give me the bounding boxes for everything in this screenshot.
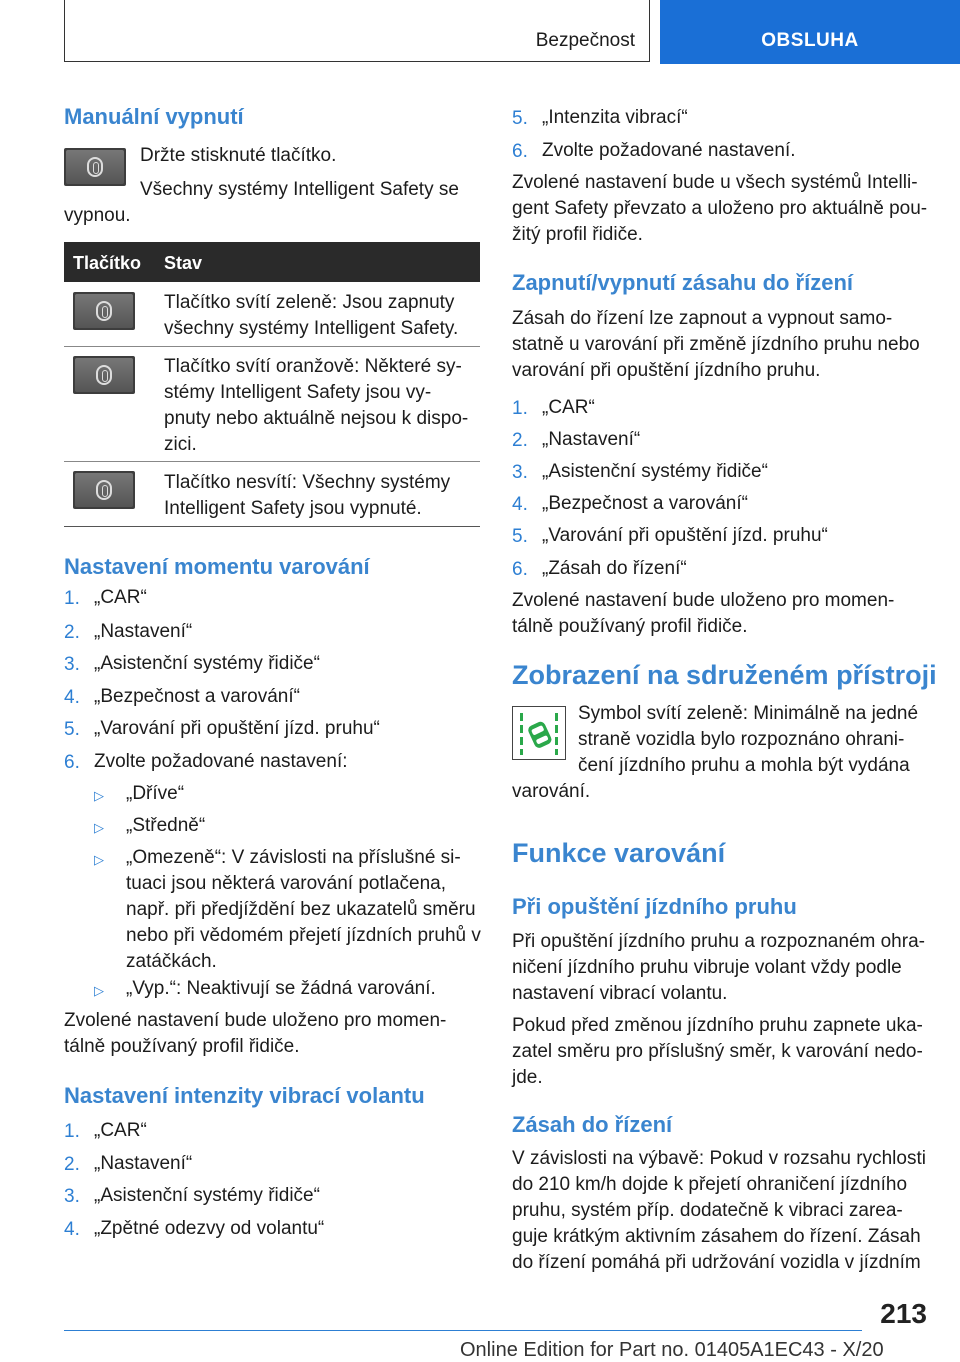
leave-text-5: zatel směru pro příslušný směr, k varování nedo-	[512, 1041, 923, 1062]
bullet-triangle-icon: ▷	[94, 852, 104, 867]
step-number: 2.	[64, 1154, 80, 1175]
heading-vibration-intensity: Nastavení intenzity vibrací volantu	[64, 1083, 425, 1108]
steer-after-2: tálně používaný profil řidiče.	[512, 616, 748, 637]
step-number: 1.	[512, 398, 528, 419]
bullet-triangle-icon: ▷	[94, 983, 104, 998]
interv-text-3: pruhu, systém příp. dodatečně k vibraci zarea-	[512, 1200, 903, 1221]
steer-step-1: „CAR“	[542, 397, 595, 418]
table-row-2-line-2: stémy Intelligent Safety jsou vy-	[164, 382, 432, 403]
table-row-2-line-3: pnuty nebo aktuálně nejsou k dispo-	[164, 408, 469, 429]
step-number: 2.	[64, 622, 80, 643]
moment-option-3-l4: nebo při vědomém přejetí jízdních pruhů v	[126, 925, 481, 946]
table-row-3-line-2: Intelligent Safety jsou vypnuté.	[164, 498, 422, 519]
section-title: Bezpečnost	[535, 30, 635, 51]
heading-steering-toggle: Zapnutí/vypnutí zásahu do řízení	[512, 270, 854, 295]
moment-step-2: „Nastavení“	[94, 621, 193, 642]
table-row-3-line-1: Tlačítko nesvítí: Všechny systémy	[164, 472, 451, 493]
step-number: 4.	[64, 1219, 80, 1240]
step-number: 5.	[512, 526, 528, 547]
cluster-text-3: čení jízdního pruhu a mohla být vydána	[578, 755, 910, 776]
step-number: 5.	[512, 108, 528, 129]
lane-departure-symbol-icon	[512, 706, 566, 760]
leave-text-6: jde.	[512, 1067, 543, 1088]
moment-step-5: „Varování při opuštění jízd. pruhu“	[94, 718, 380, 739]
cluster-text-1: Symbol svítí zeleně: Minimálně na jedné	[578, 703, 919, 724]
table-header	[64, 242, 480, 282]
button-off-icon	[73, 471, 135, 509]
intensity-step-5: „Intenzita vibrací“	[542, 107, 688, 128]
step-number: 6.	[512, 141, 528, 162]
bullet-triangle-icon: ▷	[94, 820, 104, 835]
intensity-after-3: žitý profil řidiče.	[512, 224, 643, 245]
steer-text-1: Zásah do řízení lze zapnout a vypnout samo-	[512, 308, 893, 329]
step-number: 3.	[512, 462, 528, 483]
moment-option-3-l5: zatáčkách.	[126, 951, 217, 972]
moment-option-3-l3: např. při předjíždění bez ukazatelů směru	[126, 899, 476, 920]
steer-step-2: „Nastavení“	[542, 429, 641, 450]
interv-text-5: do řízení pomáhá při udržování vozidla v jízdním	[512, 1252, 921, 1273]
moment-step-4: „Bezpečnost a varování“	[94, 686, 300, 707]
leave-text-3: nastavení vibrací volantu.	[512, 983, 728, 1004]
table-col-state: Stav	[164, 253, 203, 273]
step-number: 4.	[512, 494, 528, 515]
moment-step-6: Zvolte požadované nastavení:	[94, 751, 348, 772]
manual-text-2a: Všechny systémy Intelligent Safety se	[140, 179, 459, 200]
chapter-tab-label: OBSLUHA	[761, 30, 859, 51]
footer-edition: Online Edition for Part no. 01405A1EC43 - X/20	[460, 1339, 884, 1361]
chapter-tab[interactable]	[660, 0, 960, 64]
table-divider	[64, 461, 480, 462]
interv-text-4: guje krátkým aktivním zásahem do řízení. Zásah	[512, 1226, 921, 1247]
manual-text-2b: vypnou.	[64, 205, 131, 226]
table-row-1-line-1: Tlačítko svítí zeleně: Jsou zapnuty	[164, 292, 455, 313]
interv-text-2: do 210 km/h dojde k přejetí ohraničení jízdního	[512, 1174, 908, 1195]
step-number: 1.	[64, 588, 80, 609]
header-box	[64, 0, 650, 62]
leave-text-2: ničení jízdního pruhu vibruje volant vždy podle	[512, 957, 902, 978]
moment-after-2: tálně používaný profil řidiče.	[64, 1036, 300, 1057]
heading-leaving-lane: Při opuštění jízdního pruhu	[512, 894, 797, 919]
step-number: 3.	[64, 1186, 80, 1207]
steer-text-2: statně u varování při změně jízdního pruhu nebo	[512, 334, 920, 355]
table-row-2-line-4: zici.	[164, 434, 197, 455]
step-number: 6.	[64, 752, 80, 773]
step-number: 3.	[64, 654, 80, 675]
step-number: 1.	[64, 1121, 80, 1142]
cluster-text-2: straně vozidla bylo rozpoznáno ohrani-	[578, 729, 905, 750]
steer-step-3: „Asistenční systémy řidiče“	[542, 461, 768, 482]
table-row-1-line-2: všechny systémy Intelligent Safety.	[164, 318, 459, 339]
moment-option-4: „Vyp.“: Neaktivují se žádná varování.	[126, 978, 436, 999]
intensity-step-6: Zvolte požadované nastavení.	[542, 140, 796, 161]
intensity-after-2: gent Safety převzato a uloženo pro aktuálně pou-	[512, 198, 928, 219]
intensity-step-4: „Zpětné odezvy od volantu“	[94, 1218, 325, 1239]
steer-after-1: Zvolené nastavení bude uloženo pro momen-	[512, 590, 895, 611]
moment-step-1: „CAR“	[94, 587, 147, 608]
step-number: 2.	[512, 430, 528, 451]
intensity-step-1: „CAR“	[94, 1120, 147, 1141]
heading-warning-function: Funkce varování	[512, 838, 726, 868]
button-orange-icon	[73, 356, 135, 394]
moment-option-3-l2: tuaci jsou některá varování potlačena,	[126, 873, 447, 894]
step-number: 4.	[64, 687, 80, 708]
manual-text-1: Držte stisknuté tlačítko.	[140, 145, 337, 166]
interv-text-1: V závislosti na výbavě: Pokud v rozsahu rychlosti	[512, 1148, 926, 1169]
heading-manual-off: Manuální vypnutí	[64, 104, 244, 129]
table-col-button: Tlačítko	[73, 253, 142, 273]
heading-warning-moment: Nastavení momentu varování	[64, 554, 370, 579]
safety-button-icon	[64, 148, 126, 186]
moment-option-3-l1: „Omezeně“: V závislosti na příslušné si-	[126, 847, 461, 868]
leave-text-1: Při opuštění jízdního pruhu a rozpoznaném ohra-	[512, 931, 925, 952]
steer-step-6: „Zásah do řízení“	[542, 558, 687, 579]
intensity-step-3: „Asistenční systémy řidiče“	[94, 1185, 320, 1206]
table-row-2-line-1: Tlačítko svítí oranžově: Některé sy-	[164, 356, 462, 377]
intensity-step-2: „Nastavení“	[94, 1153, 193, 1174]
table-bottom-rule	[64, 526, 480, 527]
steer-step-5: „Varování při opuštění jízd. pruhu“	[542, 525, 828, 546]
heading-steering-intervention: Zásah do řízení	[512, 1112, 673, 1137]
moment-option-2: „Středně“	[126, 815, 206, 836]
page-number: 213	[880, 1298, 927, 1329]
table-divider	[64, 346, 480, 347]
bullet-triangle-icon: ▷	[94, 788, 104, 803]
step-number: 6.	[512, 559, 528, 580]
steer-text-3: varování při opuštění jízdního pruhu.	[512, 360, 821, 381]
steer-step-4: „Bezpečnost a varování“	[542, 493, 748, 514]
step-number: 5.	[64, 719, 80, 740]
button-green-icon	[73, 292, 135, 330]
footer-rule	[64, 1330, 862, 1331]
heading-instrument-cluster: Zobrazení na sdruženém přístroji	[512, 660, 937, 690]
moment-option-1: „Dříve“	[126, 783, 185, 804]
leave-text-4: Pokud před změnou jízdního pruhu zapnete uka-	[512, 1015, 923, 1036]
moment-step-3: „Asistenční systémy řidiče“	[94, 653, 320, 674]
cluster-text-4: varování.	[512, 781, 591, 802]
moment-after-1: Zvolené nastavení bude uloženo pro momen-	[64, 1010, 447, 1031]
intensity-after-1: Zvolené nastavení bude u všech systémů Intelli-	[512, 172, 918, 193]
